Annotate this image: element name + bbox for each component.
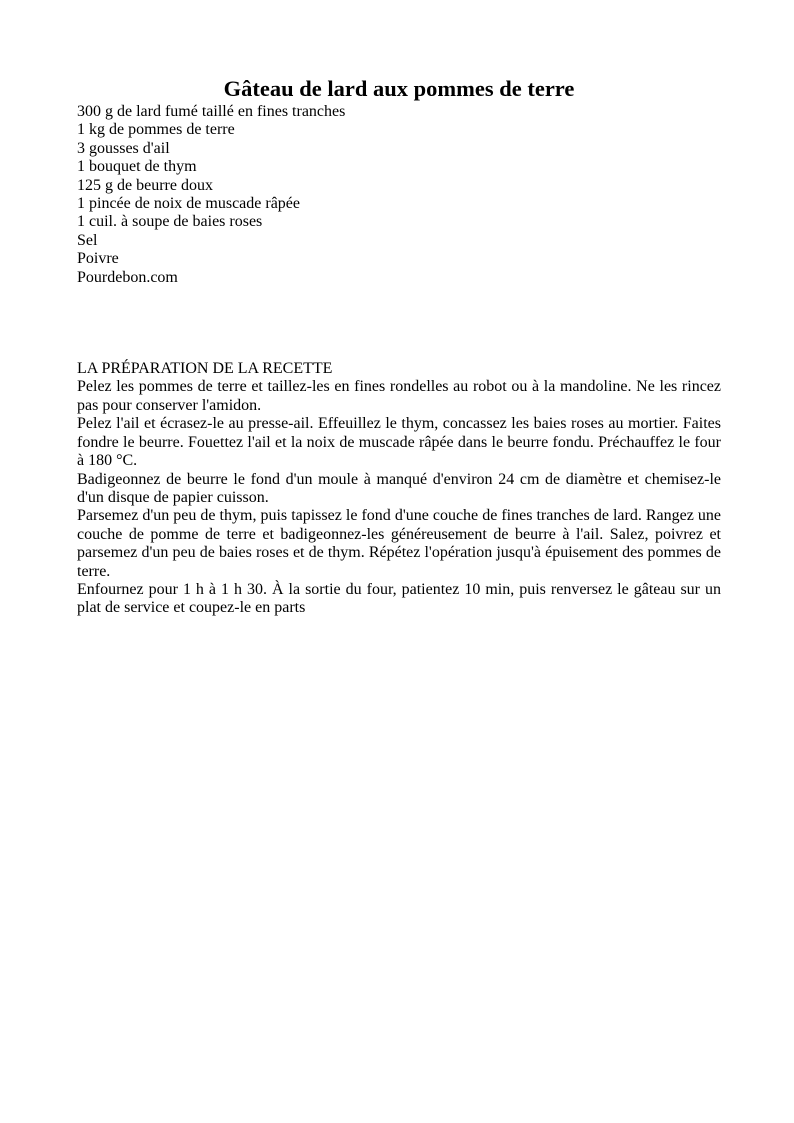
recipe-title: Gâteau de lard aux pommes de terre — [223, 76, 575, 101]
preparation-heading: LA PRÉPARATION DE LA RECETTE — [77, 360, 333, 378]
ingredient-item: 125 g de beurre doux — [77, 176, 213, 194]
blank-space — [77, 287, 721, 360]
preparation-step: Enfournez pour 1 h à 1 h 30. À la sortie du four, patientez 10 min, puis renversez le gâteau sur un plat de service et coupez-le en parts — [77, 580, 721, 617]
ingredient-item: Poivre — [77, 250, 119, 268]
ingredient-item: 300 g de lard fumé taillé en fines tranches — [77, 103, 346, 120]
ingredient-source: Pourdebon.com — [77, 268, 178, 286]
preparation-steps — [77, 378, 721, 617]
preparation-step: Parsemez d'un peu de thym, puis tapissez le fond d'une couche de fines tranches de lard. Rangez une couche de pomme de terre et badigeonnez-les généreusement de beurre à l'ail. Salez, poivrez et parsemez d'un peu de baies roses et de thym. Répétez l'opération jusqu'à épuisement des pommes de terre. — [77, 507, 721, 580]
preparation-step: Pelez l'ail et écrasez-le au presse-ail. Effeuillez le thym, concassez les baies roses au mortier. Faites fondre le beurre. Fouettez l'ail et la noix de muscade râpée dans le beurre fondu. Préchauffez le four à 180 °C. — [77, 415, 721, 470]
document-page — [77, 75, 721, 618]
ingredient-item: 1 bouquet de thym — [77, 158, 197, 176]
ingredient-item: 3 gousses d'ail — [77, 139, 170, 157]
ingredient-item: 1 pincée de noix de muscade râpée — [77, 195, 301, 213]
ingredient-item: Sel — [77, 231, 98, 249]
preparation-step: Pelez les pommes de terre et taillez-les en fines rondelles au robot ou à la mandoline. Ne les rincez pas pour conserver l'amidon. — [77, 378, 721, 414]
ingredient-item: 1 cuil. à soupe de baies roses — [77, 213, 263, 231]
ingredient-list — [77, 103, 721, 287]
ingredient-item: 1 kg de pommes de terre — [77, 121, 235, 139]
preparation-step: Badigeonnez de beurre le fond d'un moule à manqué d'environ 24 cm de diamètre et chemisez-le d'un disque de papier cuisson. — [77, 470, 721, 506]
